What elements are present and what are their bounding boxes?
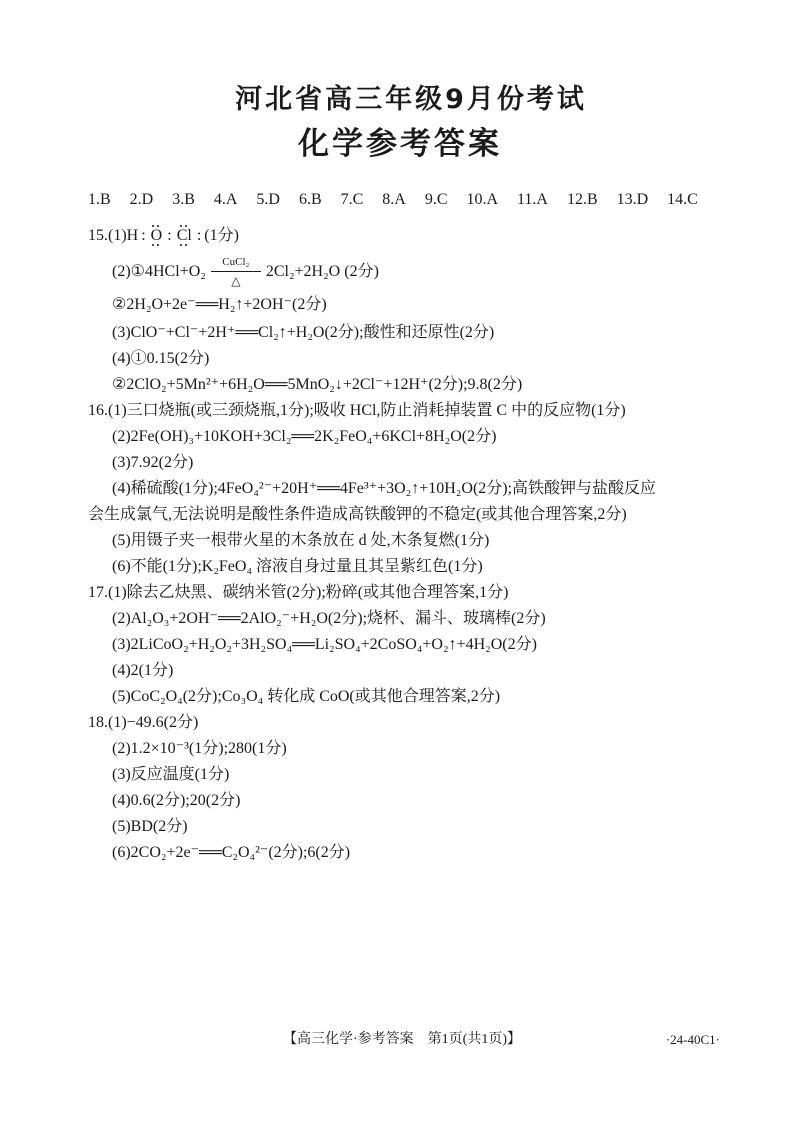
document-code: ·24-40C1· xyxy=(665,1032,720,1047)
electron-pair: : xyxy=(196,227,202,244)
reaction-arrow-line xyxy=(211,271,261,272)
q16-part3-line: (3)7.92(2分) xyxy=(112,454,194,471)
question-label: 15.(1) xyxy=(88,227,127,244)
answer-list xyxy=(88,182,728,866)
choice-answer: 4.A xyxy=(213,191,238,208)
q16-part4-continuation: 会生成氯气,无法说明是酸性条件造成高铁酸钾的不稳定(或其他合理答案,2分) xyxy=(88,506,627,523)
electron-pair: : xyxy=(141,227,146,244)
q15-part3-line: (3)ClO⁻+Cl⁻+2H⁺══Cl₂↑+H₂O(2分);酸性和还原性(2分) xyxy=(112,324,495,341)
q17-part2-line: (2)Al₂O₃+2OH⁻══2AlO₂⁻+H₂O(2分);烧杯、漏斗、玻璃棒(2分) xyxy=(112,610,546,627)
q15-part1-line xyxy=(88,218,728,254)
q18-part4-line: (4)0.6(2分);20(2分) xyxy=(112,792,241,809)
choice-answer: 10.A xyxy=(466,191,499,208)
q15-part2-1-line xyxy=(88,254,728,290)
q15-part4-2-line: ②2ClO₂+5Mn²⁺+6H₂O══5MnO₂↓+2Cl⁻+12H⁺(2分);9.8(2分) xyxy=(112,376,523,393)
lewis-oxygen: O xyxy=(150,227,163,245)
choice-answer: 7.C xyxy=(340,191,364,208)
q18-part6-line: (6)2CO₂+2e⁻══C₂O₄²⁻(2分);6(2分) xyxy=(112,844,351,861)
choice-answer: 5.D xyxy=(256,191,280,208)
equation-rhs: 2Cl₂+2H₂O (2分) xyxy=(265,263,379,280)
heat-symbol: △ xyxy=(231,274,241,289)
q18-part3-line: (3)反应温度(1分) xyxy=(112,766,230,783)
equation-lhs: (2)①4HCl+O₂ xyxy=(112,263,206,280)
q16-part1-line: 16.(1)三口烧瓶(或三颈烧瓶,1分);吸收 HCl,防止消耗掉装置 C 中的反应物(1分) xyxy=(88,402,626,419)
choice-answers-row xyxy=(88,182,698,218)
q17-part5-line: (5)CoC₂O₄(2分);Co₃O₄ 转化成 CoO(或其他合理答案,2分) xyxy=(112,688,501,705)
q16-part2-line: (2)2Fe(OH)₃+10KOH+3Cl₂══2K₂FeO₄+6KCl+8H₂O(2分) xyxy=(112,428,497,445)
choice-answer: 12.B xyxy=(566,191,598,208)
choice-answer: 14.C xyxy=(667,191,698,208)
q16-part6-line: (6)不能(1分);K₂FeO₄ 溶液自身过量且其呈紫红色(1分) xyxy=(112,558,483,575)
electron-pair: : xyxy=(167,227,172,244)
lewis-hydrogen: H xyxy=(126,227,139,244)
exam-title: 河北省高三年级9月份考试 xyxy=(235,84,587,115)
choice-answer: 13.D xyxy=(616,191,649,208)
page-footer: 【高三化学·参考答案 第1页(共1页)】 xyxy=(283,1032,521,1047)
q17-part4-line: (4)2(1分) xyxy=(112,662,174,679)
choice-answer: 8.A xyxy=(382,191,406,208)
q16-part5-line: (5)用镊子夹一根带火星的木条放在 d 处,木条复燃(1分) xyxy=(112,532,490,549)
q16-part4-line: (4)稀硫酸(1分);4FeO₄²⁻+20H⁺══4Fe³⁺+3O₂↑+10H₂O(2分);高铁酸钾与盐酸反应 xyxy=(112,480,657,497)
choice-answer: 2.D xyxy=(129,191,154,208)
q18-part1-line: 18.(1)−49.6(2分) xyxy=(88,714,199,731)
q17-part3-line: (3)2LiCoO₂+H₂O₂+3H₂SO₄══Li₂SO₄+2CoSO₄+O₂↑+4H₂O(2分) xyxy=(112,636,537,653)
q15-part2-2-line: ②2H₂O+2e⁻══H₂↑+2OH⁻(2分) xyxy=(112,296,327,313)
q15-part4-1-line: (4)①0.15(2分) xyxy=(112,350,210,367)
reaction-condition-arrow xyxy=(209,255,263,289)
choice-answer: 3.B xyxy=(172,191,195,208)
q18-part2-line: (2)1.2×10⁻³(1分);280(1分) xyxy=(112,740,287,757)
lewis-chlorine: Cl xyxy=(176,227,192,245)
choice-answer: 6.B xyxy=(298,191,322,208)
page-title: 化学参考答案 xyxy=(298,126,502,162)
q17-part1-line: 17.(1)除去乙炔黑、碳纳米管(2分);粉碎(或其他合理答案,1分) xyxy=(88,584,509,601)
score: (1分) xyxy=(204,227,239,244)
choice-answer: 11.A xyxy=(517,191,548,208)
choice-answer: 1.B xyxy=(88,191,111,208)
catalyst-label: CuCl₂ xyxy=(222,256,250,269)
choice-answer: 9.C xyxy=(424,191,448,208)
q18-part5-line: (5)BD(2分) xyxy=(112,818,188,835)
